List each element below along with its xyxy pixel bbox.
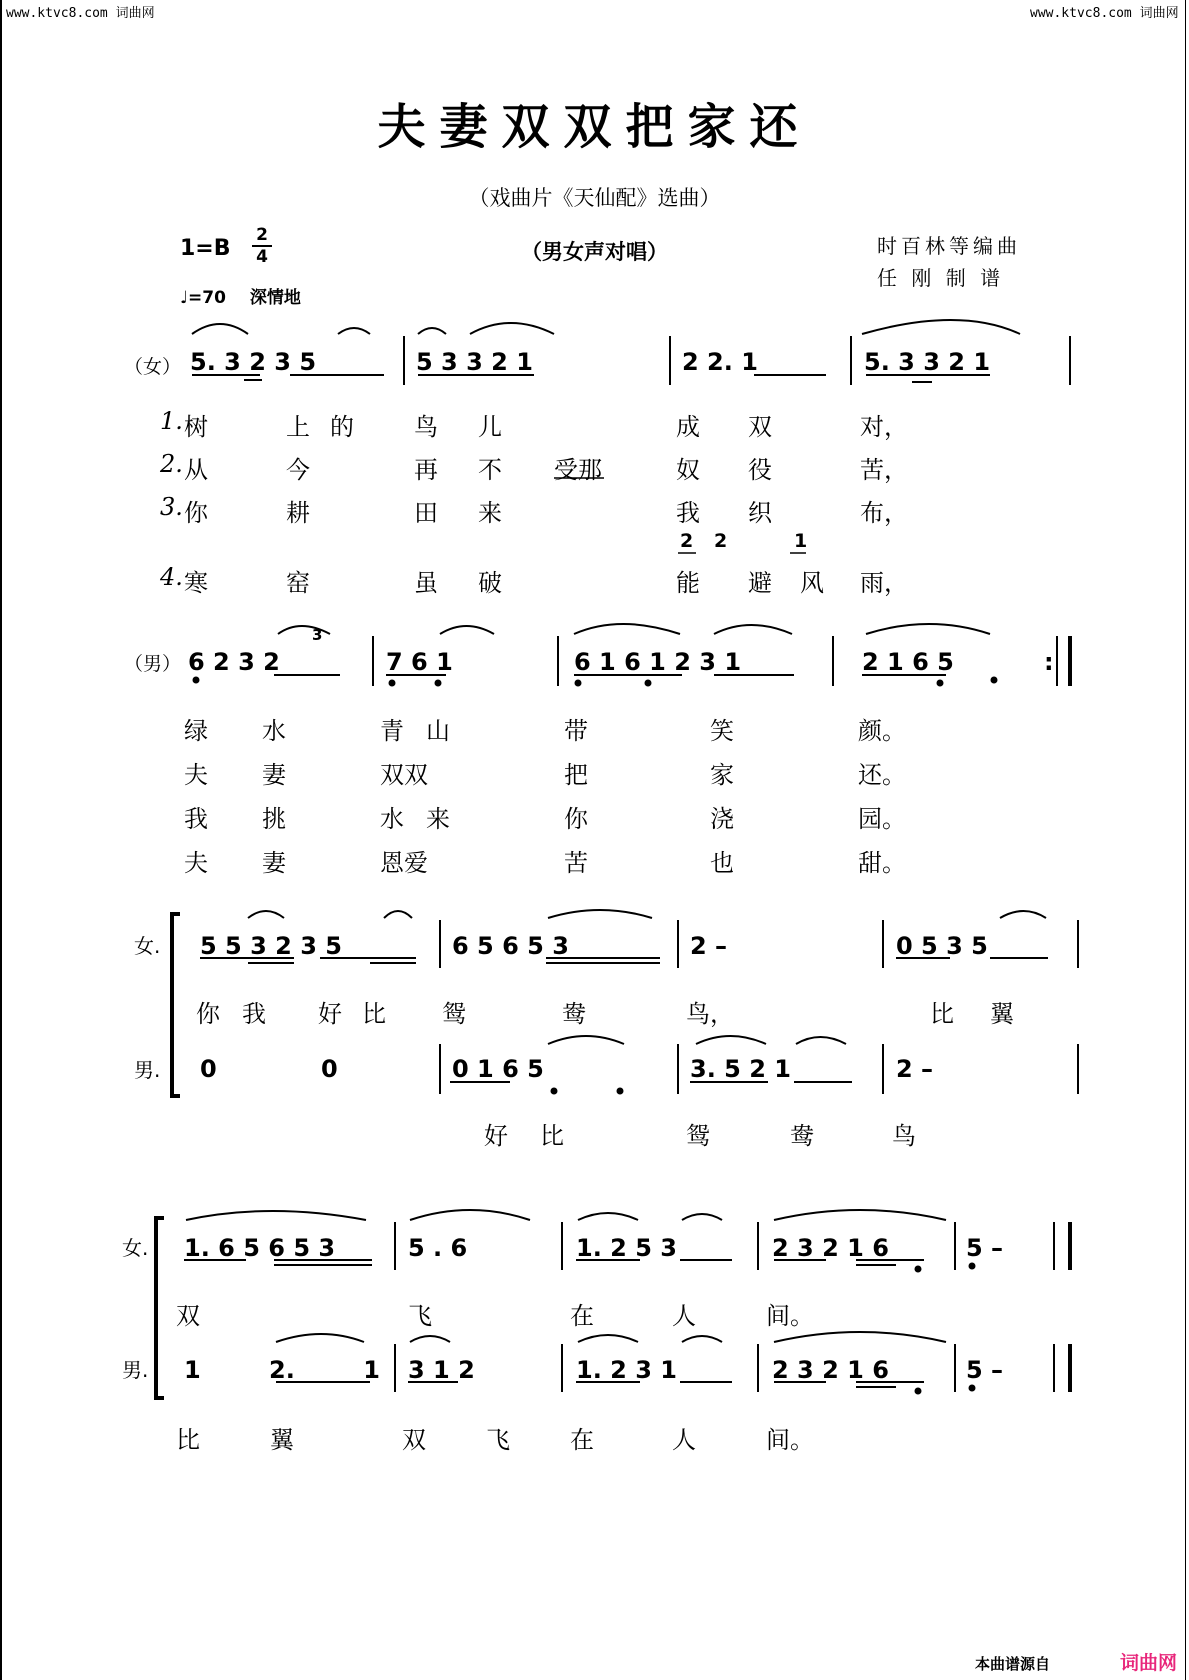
verse-number: 2. xyxy=(160,450,183,478)
lyric-word: 鸳 xyxy=(686,1122,710,1150)
lyric-word: 飞 xyxy=(486,1426,510,1454)
lyric-word: 鸟 xyxy=(414,413,438,441)
repeat-sign: : xyxy=(1044,648,1054,676)
lyric-word: 不 xyxy=(478,456,502,484)
lyric-word: 苦， xyxy=(860,456,908,484)
lyric-word: 双双 xyxy=(380,761,428,789)
measure: 3 1 2 xyxy=(408,1356,475,1384)
lyric-word: 鸟 xyxy=(892,1122,916,1150)
measure: 1. 2 5 3 xyxy=(576,1234,677,1262)
measure: 0 0 xyxy=(200,1055,338,1083)
lyric-word: 耕 xyxy=(286,499,310,527)
part-label-female: （女） xyxy=(124,356,182,378)
measure: 0 5 3 5 xyxy=(896,932,988,960)
part-label-male: 男. xyxy=(122,1358,149,1382)
lyric-word: 布， xyxy=(860,499,908,527)
song-subtitle: （戏曲片《天仙配》选曲） xyxy=(468,186,721,210)
time-signature-top: 2 xyxy=(256,225,268,245)
verse-line xyxy=(0,755,1189,789)
lyric-word: 还。 xyxy=(858,761,906,789)
measure: 2 – xyxy=(896,1055,934,1083)
measure: 5. 3 2 3 5 xyxy=(190,348,317,376)
measure: 1. 6 5 6 5 3 xyxy=(184,1234,336,1262)
lyric-word: 比 xyxy=(362,1000,386,1028)
lyric-word: 我 xyxy=(242,1000,266,1028)
lyric-word: 好 xyxy=(318,1000,342,1028)
lyric-word: 虽 xyxy=(414,569,438,597)
part-label-male: （男） xyxy=(124,653,182,675)
expression: 深情地 xyxy=(249,288,301,308)
verse-line xyxy=(0,799,1189,833)
lyric-word: 飞 xyxy=(408,1302,432,1330)
source-note: 本曲谱源自 xyxy=(975,1655,1051,1673)
lyric-word: 田 xyxy=(414,499,438,527)
lyric-word: 比 xyxy=(930,1000,954,1028)
measure: 5. 3 3 2 1 xyxy=(864,348,991,376)
lyric-word: 双 xyxy=(402,1426,426,1454)
lyric-word: 人 xyxy=(672,1302,696,1330)
lyric-word: 我 xyxy=(184,805,208,833)
measure: 5 – xyxy=(966,1356,1004,1384)
lyric-word: 我 xyxy=(676,499,700,527)
site-logo[interactable]: 词曲网 xyxy=(1120,1652,1178,1674)
tempo-mark: ♩=70 xyxy=(180,288,226,308)
lyric-word: 妻 xyxy=(262,849,286,877)
lyric-word: 甜。 xyxy=(858,849,906,877)
measure: 2 1 6 5 xyxy=(862,648,954,676)
lyric-word: 对， xyxy=(860,413,908,441)
lyric-word: 在 xyxy=(570,1426,594,1454)
lyric-word: 雨， xyxy=(860,569,908,597)
lyric-word: 恩爱 xyxy=(380,849,428,877)
verse-number: 1. xyxy=(160,407,183,435)
lyric-word: 儿 xyxy=(478,413,502,441)
measure: 5 – xyxy=(966,1234,1004,1262)
composer: 时百林等编曲 xyxy=(877,234,1021,258)
part-label-male: 男. xyxy=(134,1058,161,1082)
measure: 5 3 3 2 1 xyxy=(416,348,533,376)
lyric-line xyxy=(0,1420,1189,1454)
lyric-word: 今 xyxy=(286,456,310,484)
lyric-word: 绿 xyxy=(184,717,208,745)
verse-line xyxy=(0,711,1189,745)
lyric-line xyxy=(0,994,1189,1028)
verse-line xyxy=(0,843,1189,877)
measure: 5 5 3 2 3 5 xyxy=(200,932,342,960)
lyric-word: 比 xyxy=(540,1122,564,1150)
lyric-word: 青 xyxy=(380,717,404,745)
lyric-word: 也 xyxy=(710,849,734,877)
verse-number: 4. xyxy=(160,563,183,591)
lyric-word: 园。 xyxy=(858,805,906,833)
lyric-word: 鸯 xyxy=(790,1122,814,1150)
measure: 2 2. 1 xyxy=(682,348,758,376)
lyric-word: 寒 xyxy=(184,569,208,597)
lyric-word: 你 xyxy=(564,805,588,833)
measure: 6 5 6 5 3 xyxy=(452,932,569,960)
variant-note: 2 xyxy=(714,530,728,552)
lyric-word: 你 xyxy=(184,499,208,527)
lyric-word: 窑 xyxy=(286,569,310,597)
measure: 2 3 2 1 6 xyxy=(772,1356,889,1384)
measure: 2 – xyxy=(690,932,728,960)
lyric-line xyxy=(0,1116,1189,1150)
header-site-left[interactable]: www.ktvc8.com 词曲网 xyxy=(6,6,155,21)
lyric-word: 带 xyxy=(564,717,588,745)
lyric-word: 颜。 xyxy=(858,717,906,745)
lyric-word: 能 xyxy=(676,569,700,597)
lyric-word: 双 xyxy=(748,413,772,441)
song-title: 夫妻双双把家还 xyxy=(377,99,812,155)
lyric-word: 妻 xyxy=(262,761,286,789)
lyric-word: 风 xyxy=(800,569,824,597)
lyric-word: 浇 xyxy=(710,805,734,833)
verse-number: 3. xyxy=(160,493,183,521)
lyric-word: 破 xyxy=(478,569,502,597)
header-site-right[interactable]: www.ktvc8.com 词曲网 xyxy=(1030,6,1179,21)
lyric-word: 在 xyxy=(570,1302,594,1330)
lyric-word: 间。 xyxy=(766,1302,814,1330)
lyric-word: 夫 xyxy=(184,849,208,877)
lyric-word: 把 xyxy=(564,761,588,789)
lyric-word: 役 xyxy=(748,456,772,484)
lyric-word: 奴 xyxy=(676,456,700,484)
lyric-word: 树 xyxy=(184,413,208,441)
lyric-word: 人 xyxy=(672,1426,696,1454)
lyric-word: 来 xyxy=(426,805,450,833)
lyric-word: 鸯 xyxy=(562,1000,586,1028)
measure: 6 2 3 2 xyxy=(188,648,280,676)
measure: 2 3 2 1 6 xyxy=(772,1234,889,1262)
variant-note: 2 xyxy=(680,530,694,552)
lyric-word: 再 xyxy=(414,456,438,484)
measure: 0 1 6 5 xyxy=(452,1055,544,1083)
measure: 6 1 6 1 2 3 1 xyxy=(574,648,742,676)
lyric-word: 笑 xyxy=(710,717,734,745)
measure: 1 2. 1 xyxy=(184,1356,380,1384)
measure: 3. 5 2 1 xyxy=(690,1055,791,1083)
lyric-word: 好 xyxy=(484,1122,508,1150)
measure: 5 . 6 xyxy=(408,1234,468,1262)
lyric-word: 从 xyxy=(184,456,208,484)
lyric-word: 你 xyxy=(196,1000,220,1028)
lyric-word: 织 xyxy=(748,499,772,527)
lyric-word: 水 xyxy=(380,805,404,833)
lyric-word: 来 xyxy=(478,499,502,527)
lyric-word: 间。 xyxy=(766,1426,814,1454)
lyric-word: 的 xyxy=(330,413,354,441)
measure: 7 6 1 xyxy=(386,648,453,676)
part-label-female: 女. xyxy=(134,934,161,958)
time-signature-bottom: 4 xyxy=(256,247,268,267)
lyric-word: 鸳 xyxy=(442,1000,466,1028)
verse-line xyxy=(0,563,1189,597)
lyric-word: 山 xyxy=(426,717,450,745)
lyric-word: 夫 xyxy=(184,761,208,789)
lyric-word: 鸟， xyxy=(686,1000,734,1028)
lyric-word: 水 xyxy=(262,717,286,745)
lyric-word: 成 xyxy=(676,413,700,441)
lyric-word: 双 xyxy=(176,1302,200,1330)
lyric-word: 苦 xyxy=(564,849,588,877)
lyric-word: 避 xyxy=(748,569,772,597)
performance-mode: （男女声对唱） xyxy=(521,240,668,264)
lyric-word: 挑 xyxy=(262,805,286,833)
lyric-word: 翼 xyxy=(990,1000,1014,1028)
variant-note: 1 xyxy=(794,530,808,552)
lyric-word: 比 xyxy=(176,1426,200,1454)
part-label-female: 女. xyxy=(122,1236,149,1260)
measure: 1. 2 3 1 xyxy=(576,1356,677,1384)
grace-note: 3 xyxy=(312,626,323,644)
transcriber: 任 刚 制 谱 xyxy=(877,266,1005,290)
lyric-word: 上 xyxy=(286,413,310,441)
lyric-word: 翼 xyxy=(270,1426,294,1454)
lyric-line xyxy=(0,1296,1189,1330)
lyric-word: 家 xyxy=(710,761,734,789)
key-signature: 1=B xyxy=(180,236,231,261)
lyric-word: 受那 xyxy=(554,456,602,484)
